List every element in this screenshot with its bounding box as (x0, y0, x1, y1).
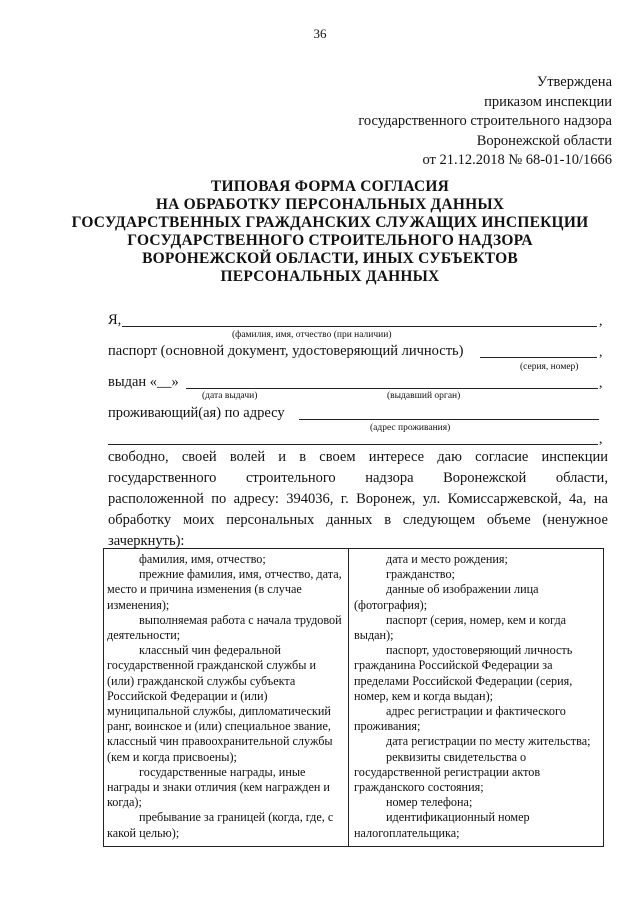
passport-label: паспорт (основной документ, удостоверяющий личность) (108, 343, 464, 359)
issued-label: выдан «__» (108, 374, 179, 390)
data-categories-table (103, 548, 604, 847)
word: своей (181, 449, 217, 465)
word: моих (182, 512, 215, 528)
data-category-item[interactable]: фамилия, имя, отчество; (139, 552, 266, 566)
word: зачеркнуть): (108, 533, 185, 549)
consent-paragraph (108, 447, 608, 552)
word: на (593, 491, 608, 507)
address-field[interactable] (299, 419, 599, 420)
word: адресу: (233, 491, 279, 507)
comma: , (599, 314, 603, 329)
word: строительного (245, 470, 336, 486)
approval-block (358, 73, 612, 171)
data-category-item[interactable]: дата и место рождения; (386, 552, 508, 566)
word: данных (326, 512, 373, 528)
passport-field[interactable] (480, 357, 597, 358)
comma: , (599, 432, 603, 447)
issued-by-field[interactable] (186, 388, 598, 389)
word: инспекции (541, 449, 608, 465)
approval-line: Утверждена (536, 74, 612, 90)
word: области, (555, 470, 608, 486)
data-category-item[interactable]: пребывание за границей (когда, где, с какой целью); (107, 810, 334, 840)
word: (ненужное (542, 512, 608, 528)
full-name-hint: (фамилия, имя, отчество (при наличии) (232, 330, 392, 340)
left-column (104, 549, 349, 846)
word: волей (229, 449, 266, 465)
data-category-item[interactable]: дата регистрации по месту жительства; (386, 734, 591, 749)
page-number: 36 (313, 26, 327, 41)
full-name-field[interactable] (122, 326, 597, 327)
word: по (211, 491, 227, 507)
document-title (60, 178, 600, 286)
word: в (299, 449, 307, 465)
paragraph-line (108, 489, 608, 510)
comma: , (599, 345, 603, 360)
paragraph-line (108, 510, 608, 531)
word: г. (340, 491, 349, 507)
right-column (349, 549, 603, 846)
word: ул. (422, 491, 441, 507)
word: в (384, 512, 392, 528)
title-line: ВОРОНЕЖСКОЙ ОБЛАСТИ, ИНЫХ СУБЪЕКТОВ (142, 250, 518, 267)
data-category-item[interactable]: паспорт, удостоверяющий личность гражданина Российской Федерации за пределами Российской Федерации (серия, номер, кем и когда выдан); (354, 643, 573, 703)
data-category-item[interactable]: гражданство; (386, 567, 455, 582)
issuer-hint: (выдавший орган) (387, 391, 461, 401)
residing-label: проживающий(ая) по адресу (108, 405, 285, 421)
title-line: ГОСУДАРСТВЕННОГО СТРОИТЕЛЬНОГО НАДЗОРА (127, 232, 533, 249)
word: и (278, 449, 287, 465)
data-category-item[interactable]: номер телефона; (386, 795, 473, 810)
title-line: НА ОБРАБОТКУ ПЕРСОНАЛЬНЫХ ДАННЫХ (155, 196, 505, 213)
address-field-continued[interactable] (108, 444, 598, 445)
word: свободно, (108, 449, 169, 465)
word: 394036, (286, 491, 334, 507)
word: согласие (475, 449, 529, 465)
passport-hint: (серия, номер) (520, 362, 579, 372)
word: расположенной (108, 491, 204, 507)
word: своем (319, 449, 356, 465)
data-category-item[interactable]: данные об изображении лица (фотография); (354, 582, 539, 612)
address-hint: (адрес проживания) (370, 423, 451, 433)
word: даю (437, 449, 462, 465)
word: Комиссаржевской, (447, 491, 562, 507)
word: персональных (226, 512, 315, 528)
word: 4а, (569, 491, 587, 507)
title-line: ГОСУДАРСТВЕННЫХ ГРАЖДАНСКИХ СЛУЖАЩИХ ИНСПЕКЦИИ (71, 214, 589, 231)
i-label: Я, (108, 312, 122, 328)
word: обработку (108, 512, 172, 528)
approval-line: от 21.12.2018 № 68-01-10/1666 (422, 152, 612, 168)
word: объеме (486, 512, 531, 528)
word: надзора (365, 470, 414, 486)
paragraph-line (108, 447, 608, 468)
data-category-item[interactable]: реквизиты свидетельства о государственной регистрации актов гражданского состояния; (354, 749, 541, 795)
approval-line: государственного строительного надзора (358, 113, 612, 129)
word: интересе (368, 449, 425, 465)
issue-date-hint: (дата выдачи) (202, 391, 258, 401)
word: следующем (402, 512, 476, 528)
data-category-item[interactable]: выполняемая работа с начала трудовой деятельности; (107, 612, 342, 643)
data-category-item[interactable]: паспорт (серия, номер, кем и когда выдан); (354, 612, 567, 643)
approval-line: приказом инспекции (484, 93, 612, 110)
title-line: ТИПОВАЯ ФОРМА СОГЛАСИЯ (210, 178, 450, 195)
word: Воронежской (443, 470, 527, 486)
word: Воронеж, (356, 491, 416, 507)
data-category-item[interactable]: идентификационный номер налогоплательщика; (354, 810, 530, 840)
data-category-item[interactable]: прежние фамилия, имя, отчество, дата, место и причина изменения (в случае изменения); (107, 567, 342, 612)
data-category-item[interactable]: классный чин федеральной государственной гражданской службы и (или) гражданской службы субъекта Российской Федерации и (или) муниципальной службы, дипломатический ранг, воинское и (или) специальное звание, классный чин правоохранительной службы (кем и когда присвоены); (107, 643, 333, 764)
comma: , (599, 376, 603, 391)
approval-line: Воронежской области (476, 132, 612, 149)
word: государственного (108, 470, 217, 486)
paragraph-line (108, 468, 608, 489)
title-line: ПЕРСОНАЛЬНЫХ ДАННЫХ (220, 268, 440, 285)
data-category-item[interactable]: государственные награды, иные награды и знаки отличия (кем награжден и когда); (107, 764, 330, 810)
data-category-item[interactable]: адрес регистрации и фактического проживания; (354, 704, 566, 734)
